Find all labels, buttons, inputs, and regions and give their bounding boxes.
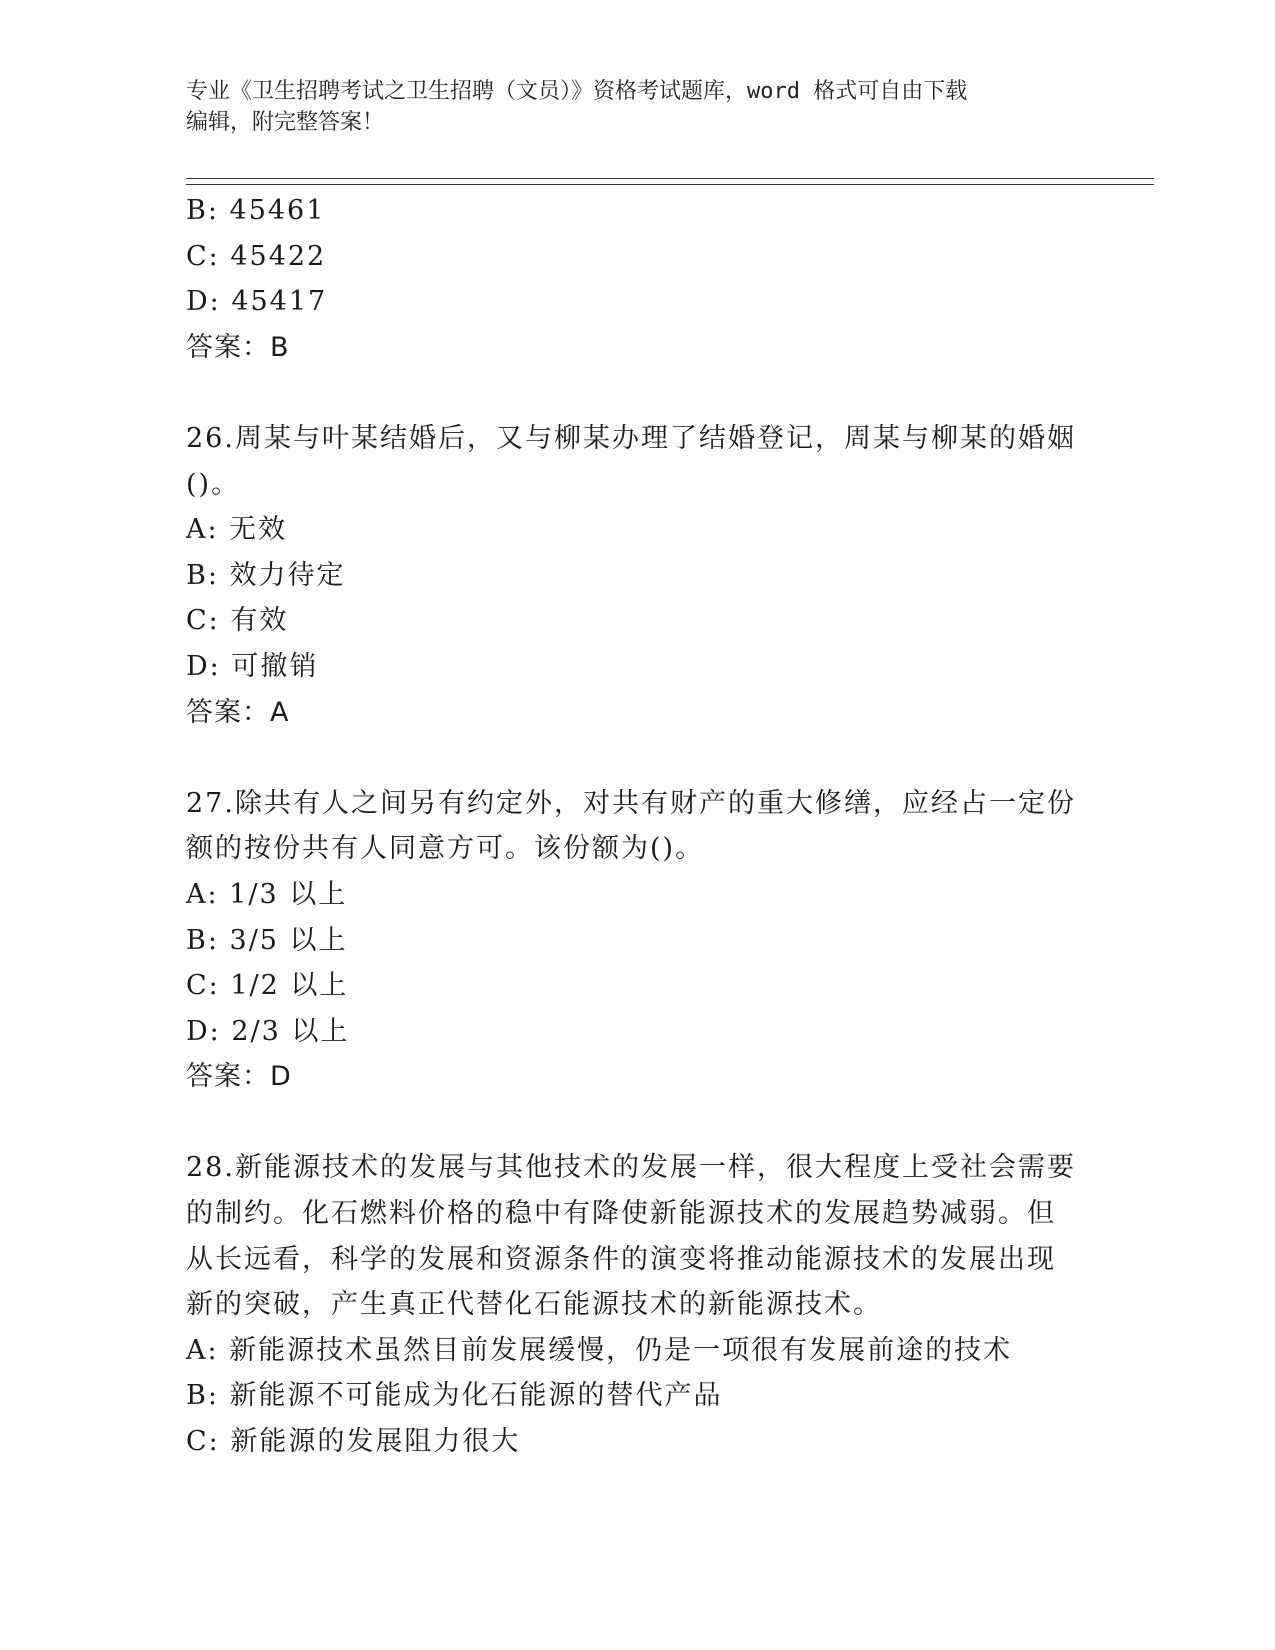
option-c: C: 有效 [186, 605, 289, 637]
spacer [186, 1100, 1086, 1146]
question-stem-line: 28.新能源技术的发展与其他技术的发展一样，很大程度上受社会需要 [186, 1152, 1076, 1184]
question-stem-line: ()。 [186, 468, 241, 500]
option-c: C: 45422 [186, 240, 327, 272]
question-25-remainder [186, 188, 1086, 370]
answer-line: 答案：D [186, 1061, 292, 1093]
answer-line: 答案：A [186, 696, 290, 728]
option-c: C: 1/2 以上 [186, 970, 349, 1002]
question-28 [186, 1145, 1086, 1464]
header-divider-top [186, 178, 1154, 179]
question-stem-line: 的制约。化石燃料价格的稳中有降使新能源技术的发展趋势减弱。但 [186, 1198, 1056, 1230]
option-b: B: 新能源不可能成为化石能源的替代产品 [186, 1380, 723, 1412]
question-27 [186, 781, 1086, 1100]
question-26 [186, 416, 1086, 735]
header-line-1: 专业《卫生招聘考试之卫生招聘（文员）》资格考试题库，word 格式可自由下载 [186, 79, 968, 104]
question-list [186, 188, 1086, 1465]
option-b: B: 45461 [186, 195, 326, 226]
header-line-2: 编辑，附完整答案！ [186, 110, 385, 135]
option-a: A: 1/3 以上 [186, 878, 348, 910]
option-c: C: 新能源的发展阻力很大 [186, 1426, 521, 1458]
question-stem-line: 新的突破，产生真正代替化石能源技术的新能源技术。 [186, 1289, 882, 1321]
question-stem-line: 额的按份共有人同意方可。该份额为()。 [186, 833, 705, 865]
question-stem-line: 从长远看，科学的发展和资源条件的演变将推动能源技术的发展出现 [186, 1243, 1056, 1275]
question-stem-line: 27.除共有人之间另有约定外，对共有财产的重大修缮，应经占一定份 [186, 787, 1076, 819]
option-a: A: 无效 [186, 514, 288, 546]
option-d: D: 45417 [186, 286, 328, 318]
header-divider-bottom [186, 184, 1154, 185]
option-b: B: 3/5 以上 [186, 924, 348, 956]
option-d: D: 可撤销 [186, 650, 319, 682]
option-a: A: 新能源技术虽然目前发展缓慢，仍是一项很有发展前途的技术 [186, 1334, 1013, 1366]
spacer [186, 735, 1086, 781]
question-stem-line: 26.周某与叶某结婚后，又与柳某办理了结婚登记，周某与柳某的婚姻 [186, 422, 1076, 454]
spacer [186, 370, 1086, 416]
option-b: B: 效力待定 [186, 559, 346, 591]
document-header [186, 76, 1066, 138]
option-d: D: 2/3 以上 [186, 1015, 350, 1047]
answer-line: 答案：B [186, 331, 290, 363]
